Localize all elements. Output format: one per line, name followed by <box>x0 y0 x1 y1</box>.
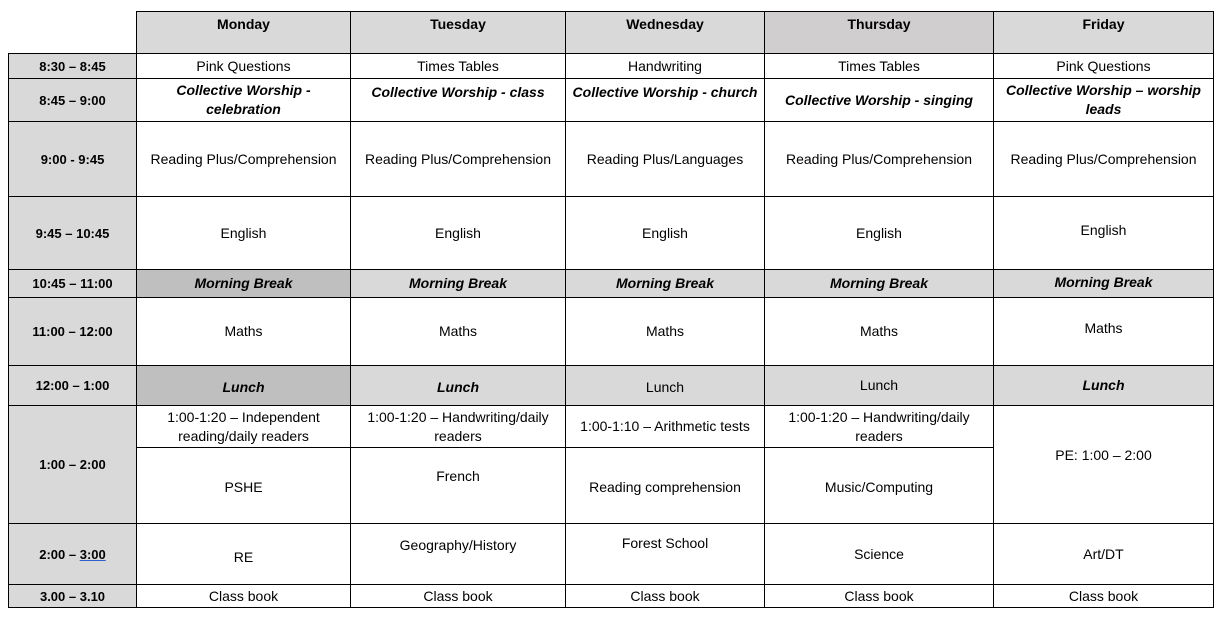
cell-1045-wednesday: Morning Break <box>565 269 765 298</box>
cell-300-monday: Class book <box>136 584 351 608</box>
cell-300-friday: Class book <box>993 584 1214 608</box>
time-830: 8:30 – 8:45 <box>8 53 137 79</box>
cell-1100-tuesday: Maths <box>350 297 566 366</box>
cell-900-wednesday: Reading Plus/Languages <box>565 121 765 197</box>
cell-845-tuesday: Collective Worship - class <box>350 78 566 122</box>
cell-830-monday: Pink Questions <box>136 53 351 79</box>
cell-830-wednesday: Handwriting <box>565 53 765 79</box>
cell-900-tuesday: Reading Plus/Comprehension <box>350 121 566 197</box>
header-day-tuesday: Tuesday <box>350 11 566 54</box>
time-1045: 10:45 – 11:00 <box>8 269 137 298</box>
cell-1100-wednesday: Maths <box>565 297 765 366</box>
cell-200-friday: Art/DT <box>993 523 1214 585</box>
cell-200-tuesday: Geography/History <box>350 523 566 585</box>
cell-300-thursday: Class book <box>764 584 994 608</box>
cell-945-wednesday: English <box>565 196 765 270</box>
time-200-start: 2:00 – <box>39 546 80 562</box>
time-1100: 11:00 – 12:00 <box>8 297 137 366</box>
header-day-friday: Friday <box>993 11 1214 54</box>
time-300: 3.00 – 3.10 <box>8 584 137 608</box>
time-1200: 12:00 – 1:00 <box>8 365 137 406</box>
cell-1045-friday: Morning Break <box>993 269 1214 298</box>
cell-100-bottom-monday: PSHE <box>136 447 351 524</box>
cell-100-friday: PE: 1:00 – 2:00 <box>993 405 1214 524</box>
cell-1200-monday: Lunch <box>136 365 351 406</box>
cell-900-thursday: Reading Plus/Comprehension <box>764 121 994 197</box>
cell-300-wednesday: Class book <box>565 584 765 608</box>
cell-200-thursday: Science <box>764 523 994 585</box>
cell-845-monday: Collective Worship - celebration <box>136 78 351 122</box>
cell-1200-tuesday: Lunch <box>350 365 566 406</box>
time-845: 8:45 – 9:00 <box>8 78 137 122</box>
cell-830-thursday: Times Tables <box>764 53 994 79</box>
cell-1045-thursday: Morning Break <box>764 269 994 298</box>
cell-1200-friday: Lunch <box>993 365 1214 406</box>
cell-945-tuesday: English <box>350 196 566 270</box>
time-900: 9:00 - 9:45 <box>8 121 137 197</box>
cell-1100-monday: Maths <box>136 297 351 366</box>
cell-845-wednesday: Collective Worship - church <box>565 78 765 122</box>
cell-1200-thursday: Lunch <box>764 365 994 406</box>
cell-1100-thursday: Maths <box>764 297 994 366</box>
time-200 <box>8 523 137 585</box>
cell-1200-wednesday: Lunch <box>565 365 765 406</box>
cell-845-thursday: Collective Worship - singing <box>764 78 994 122</box>
cell-830-tuesday: Times Tables <box>350 53 566 79</box>
cell-100-bottom-thursday: Music/Computing <box>764 447 994 524</box>
cell-200-monday: RE <box>136 523 351 585</box>
time-945: 9:45 – 10:45 <box>8 196 137 270</box>
header-day-monday: Monday <box>136 11 351 54</box>
cell-945-thursday: English <box>764 196 994 270</box>
cell-900-friday: Reading Plus/Comprehension <box>993 121 1214 197</box>
cell-100-bottom-tuesday: French <box>350 447 566 524</box>
cell-1045-monday: Morning Break <box>136 269 351 298</box>
cell-900-monday: Reading Plus/Comprehension <box>136 121 351 197</box>
time-200-end-link[interactable]: 3:00 <box>79 546 106 562</box>
cell-100-top-thursday: 1:00-1:20 – Handwriting/daily readers <box>764 405 994 448</box>
cell-100-top-monday: 1:00-1:20 – Independent reading/daily readers <box>136 405 351 448</box>
time-100: 1:00 – 2:00 <box>8 405 137 524</box>
cell-100-bottom-wednesday: Reading comprehension <box>565 447 765 524</box>
cell-845-friday: Collective Worship – worship leads <box>993 78 1214 122</box>
cell-100-top-wednesday: 1:00-1:10 – Arithmetic tests <box>565 405 765 448</box>
header-day-thursday: Thursday <box>764 11 994 54</box>
cell-945-friday: English <box>993 196 1214 270</box>
cell-945-monday: English <box>136 196 351 270</box>
cell-1100-friday: Maths <box>993 297 1214 366</box>
cell-100-top-tuesday: 1:00-1:20 – Handwriting/daily readers <box>350 405 566 448</box>
header-day-wednesday: Wednesday <box>565 11 765 54</box>
cell-300-tuesday: Class book <box>350 584 566 608</box>
cell-200-wednesday: Forest School <box>565 523 765 585</box>
cell-1045-tuesday: Morning Break <box>350 269 566 298</box>
cell-830-friday: Pink Questions <box>993 53 1214 79</box>
